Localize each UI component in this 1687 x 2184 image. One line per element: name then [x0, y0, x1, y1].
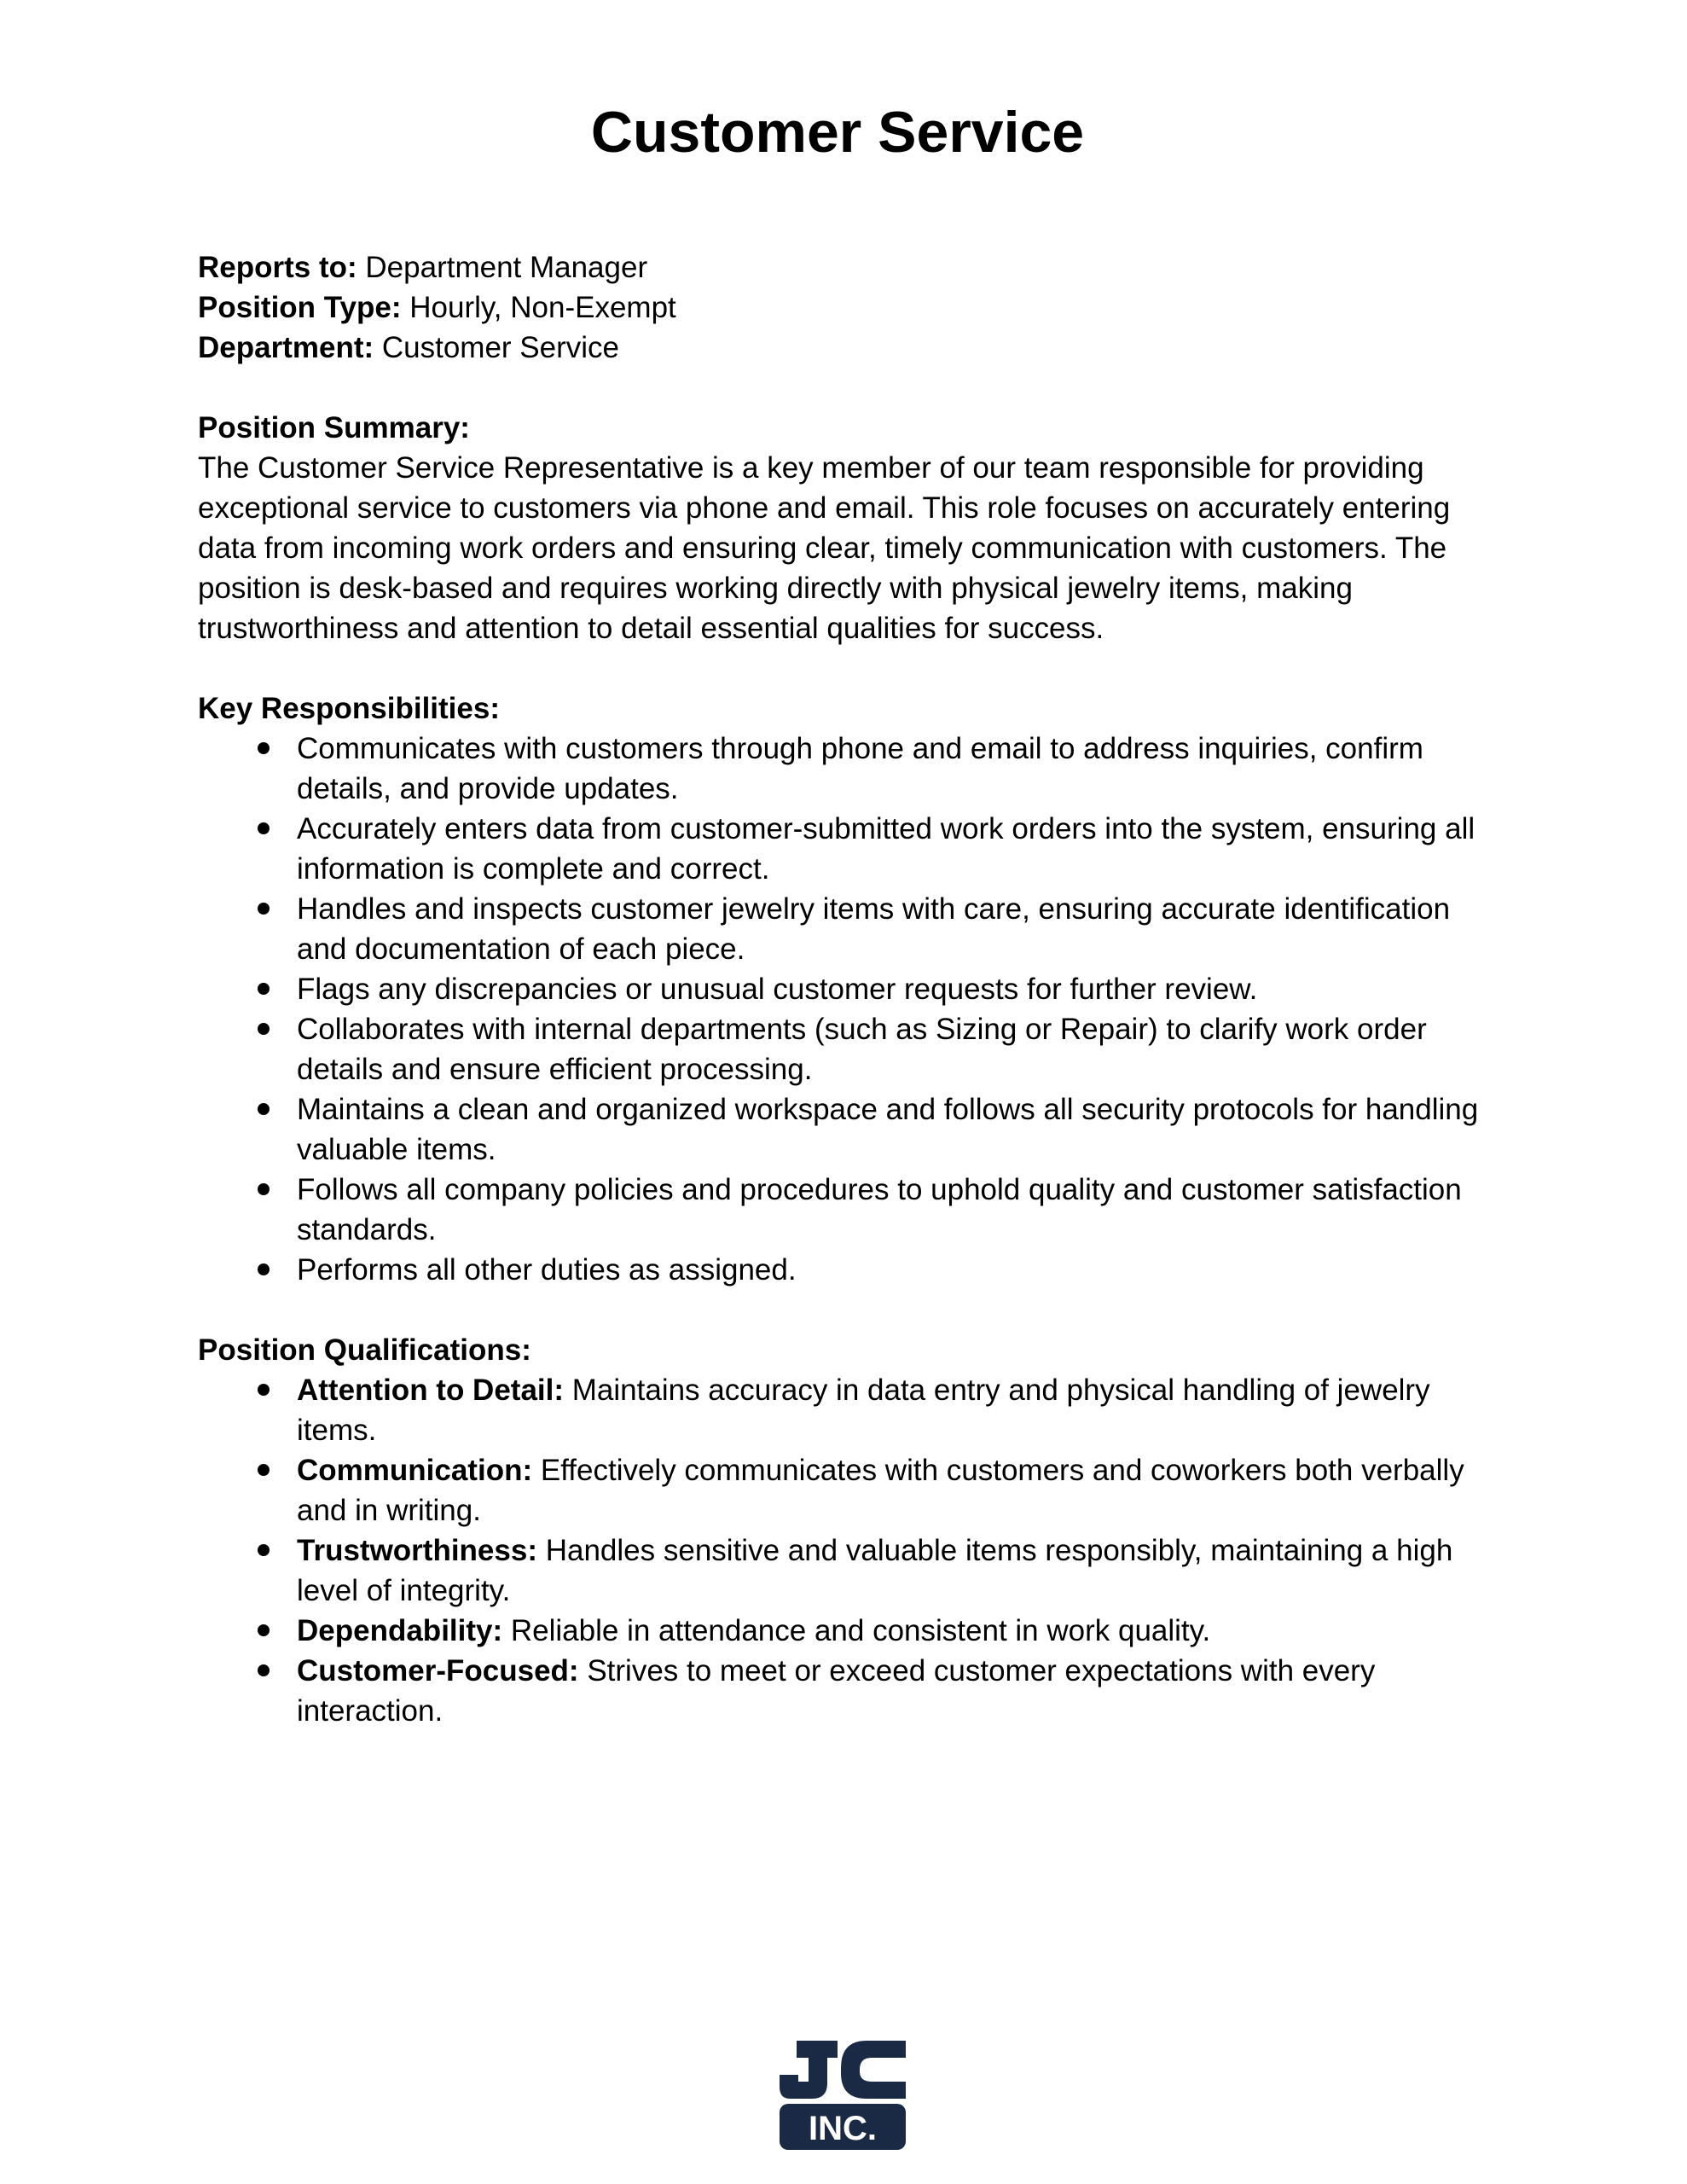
bullet-icon: [251, 1089, 276, 1130]
bullet-icon: [251, 1250, 276, 1290]
bullet-icon: [251, 1531, 276, 1571]
list-item: [198, 1009, 1494, 1089]
qualification-term: Attention to Detail:: [297, 1374, 565, 1407]
list-item-text: Handles and inspects customer jewelry items with care, ensuring accurate identification and documentation of each piece.: [297, 892, 1451, 966]
meta-reports-to: [198, 247, 1494, 288]
list-item-text: Follows all company policies and procedures to uphold quality and customer satisfaction standards.: [297, 1173, 1462, 1246]
meta-label: Department:: [198, 331, 374, 364]
meta-label: Position Type:: [198, 291, 402, 324]
list-item: [198, 729, 1494, 809]
qualification-text: Effectively communicates with customers and coworkers both verbally and in writing.: [297, 1454, 1464, 1527]
qualification-term: Communication:: [297, 1454, 533, 1487]
list-item: [198, 1370, 1494, 1450]
qualification-text: Handles sensitive and valuable items responsibly, maintaining a high level of integrity.: [297, 1534, 1453, 1607]
list-item: [198, 1089, 1494, 1170]
summary-heading: Position Summary:: [198, 411, 470, 444]
bullet-icon: [251, 969, 276, 1009]
position-meta: [198, 247, 1494, 368]
meta-value: Department Manager: [365, 251, 648, 284]
qualification-text: Reliable in attendance and consistent in work quality.: [510, 1614, 1211, 1647]
bullet-icon: [251, 1170, 276, 1210]
list-item-text: Collaborates with internal departments (such as Sizing or Repair) to clarify work order details and ensure efficient processing.: [297, 1013, 1427, 1086]
summary-text: The Customer Service Representative is a key member of our team responsible for providing exceptional service to customers via phone and email. This role focuses on accurately entering data from incoming work orders and ensuring clear, timely communication with customers. The position is desk-based and requires working directly with physical jewelry items, making trustworthiness and attention to detail essential qualities for success.: [198, 451, 1451, 645]
meta-department: [198, 328, 1494, 368]
list-item: [198, 1651, 1494, 1731]
bullet-icon: [251, 1450, 276, 1490]
company-logo: [778, 2036, 907, 2152]
bullet-icon: [251, 809, 276, 849]
meta-label: Reports to:: [198, 251, 357, 284]
qualification-term: Trustworthiness:: [297, 1534, 537, 1567]
list-item-text: Communicates with customers through phone and email to address inquiries, confirm details, and provide updates.: [297, 732, 1423, 805]
summary-section: [198, 408, 1494, 648]
bullet-icon: [251, 889, 276, 929]
list-item: [198, 1450, 1494, 1531]
qualification-term: Dependability:: [297, 1614, 503, 1647]
logo-inc-text: INC.: [809, 2110, 877, 2147]
document-page: [198, 94, 1494, 1731]
qualification-text: Maintains accuracy in data entry and physical handling of jewelry items.: [297, 1374, 1430, 1447]
list-item: [198, 809, 1494, 889]
list-item: [198, 1611, 1494, 1651]
meta-position-type: [198, 288, 1494, 328]
list-item: [198, 889, 1494, 969]
qualification-term: Customer-Focused:: [297, 1654, 579, 1687]
list-item: [198, 1531, 1494, 1611]
list-item: [198, 1170, 1494, 1250]
list-item-text: Accurately enters data from customer-submitted work orders into the system, ensuring all information is complete and correct.: [297, 812, 1475, 886]
document-title: Customer Service: [590, 100, 1085, 165]
list-item: [198, 969, 1494, 1009]
responsibilities-section: [198, 688, 1494, 1290]
meta-value: Hourly, Non-Exempt: [409, 291, 676, 324]
bullet-icon: [251, 1611, 276, 1651]
qualifications-list: [198, 1370, 1494, 1731]
responsibilities-list: [198, 729, 1494, 1290]
list-item: [198, 1250, 1494, 1290]
bullet-icon: [251, 1651, 276, 1691]
responsibilities-heading: Key Responsibilities:: [198, 692, 500, 725]
list-item-text: Maintains a clean and organized workspace and follows all security protocols for handling valuable items.: [297, 1093, 1479, 1166]
bullet-icon: [251, 729, 276, 769]
qualifications-heading: Position Qualifications:: [198, 1333, 531, 1367]
list-item-text: Flags any discrepancies or unusual customer requests for further review.: [297, 973, 1258, 1006]
list-item-text: Performs all other duties as assigned.: [297, 1253, 797, 1287]
bullet-icon: [251, 1009, 276, 1049]
qualifications-section: [198, 1330, 1494, 1731]
meta-value: Customer Service: [381, 331, 620, 364]
qualification-text: Strives to meet or exceed customer expectations with every interaction.: [297, 1654, 1376, 1728]
bullet-icon: [251, 1370, 276, 1410]
logo-jc-mark: [780, 2041, 906, 2099]
